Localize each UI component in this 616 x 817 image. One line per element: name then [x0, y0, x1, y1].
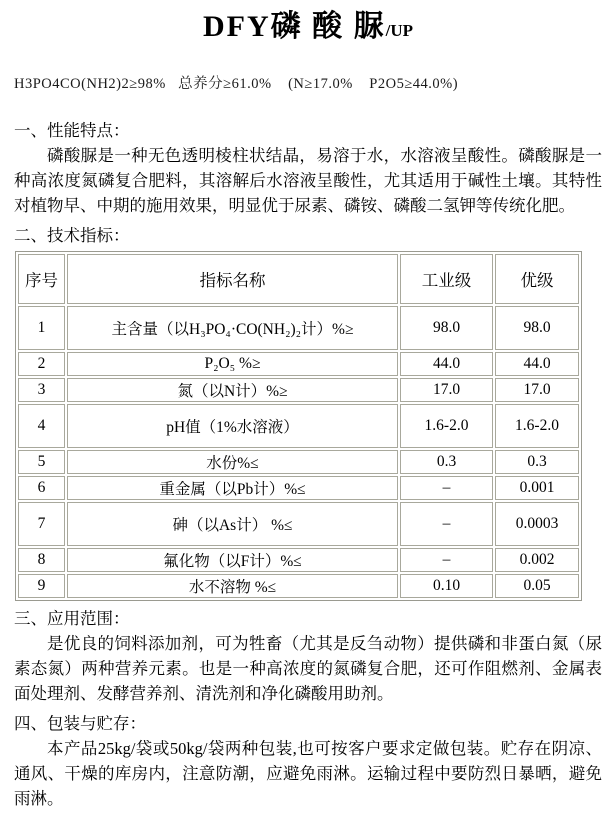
col-header-industrial: 工业级: [400, 254, 493, 304]
cell-premium: 0.001: [495, 476, 579, 500]
formula-line: H3PO4CO(NH2)2≥98% 总养分≥61.0% (N≥17.0% P2O5≥44.0%): [14, 76, 459, 92]
col-header-no: 序号: [18, 254, 65, 304]
title-suffix: /UP: [385, 21, 414, 40]
section-application-body: 是优良的饲料添加剂，可为牲畜（尤其是反刍动物）提供磷和非蛋白氮（尿素态氮）两种营养元素。也是一种高浓度的氮磷复合肥，还可作阻燃剂、金属表面处理剂、发酵营养剂、清洗剂和净化磷酸用助剂。: [14, 634, 602, 703]
page-title: [14, 6, 602, 52]
table-row: [18, 352, 579, 376]
cell-no: 6: [18, 476, 65, 500]
cell-name: 氮（以N计）%≥: [67, 378, 398, 402]
cell-name: 主含量（以H₃PO₄·CO(NH₂)₂计）%≥: [67, 306, 398, 350]
table-row: [18, 548, 579, 572]
cell-name: 氟化物（以F计）%≤: [67, 548, 398, 572]
cell-name: 砷（以As计） %≤: [67, 502, 398, 546]
cell-industrial: –: [400, 476, 493, 500]
table-row: [18, 378, 579, 402]
cell-premium: 17.0: [495, 378, 579, 402]
section-specs-heading: 二、技术指标：: [14, 226, 130, 245]
cell-industrial: 98.0: [400, 306, 493, 350]
cell-no: 4: [18, 404, 65, 448]
section-packaging-body: 本产品25kg/袋或50kg/袋两种包装,也可按客户要求定做包装。贮存在阴凉、通风、干燥的库房内，注意防潮，应避免雨淋。运输过程中要防烈日暴晒，避免雨淋。: [14, 739, 602, 808]
cell-no: 5: [18, 450, 65, 474]
cell-name: pH值（1%水溶液）: [67, 404, 398, 448]
cell-premium: 98.0: [495, 306, 579, 350]
section-application-heading: 三、应用范围：: [14, 609, 130, 628]
cell-name: 水份%≤: [67, 450, 398, 474]
table-row: [18, 404, 579, 448]
cell-industrial: 17.0: [400, 378, 493, 402]
section-performance-body: 磷酸脲是一种无色透明棱柱状结晶，易溶于水，水溶液呈酸性。磷酸脲是一种高浓度氮磷复合肥料，其溶解后水溶液呈酸性，尤其适用于碱性土壤。其特性对植物早、中期的施用效果，明显优于尿素、磷铵、磷酸二氢钾等传统化肥。: [14, 146, 602, 215]
cell-premium: 1.6-2.0: [495, 404, 579, 448]
cell-name: 重金属（以Pb计）%≤: [67, 476, 398, 500]
cell-premium: 44.0: [495, 352, 579, 376]
col-header-premium: 优级: [495, 254, 579, 304]
cell-no: 1: [18, 306, 65, 350]
cell-industrial: –: [400, 502, 493, 546]
title-main: DFY磷 酸 脲: [202, 10, 386, 43]
cell-premium: 0.3: [495, 450, 579, 474]
cell-industrial: –: [400, 548, 493, 572]
cell-industrial: 0.3: [400, 450, 493, 474]
cell-no: 8: [18, 548, 65, 572]
cell-no: 9: [18, 574, 65, 598]
cell-industrial: 44.0: [400, 352, 493, 376]
cell-no: 2: [18, 352, 65, 376]
cell-premium: 0.0003: [495, 502, 579, 546]
table-header-row: [18, 254, 579, 304]
section-performance-heading: 一、性能特点：: [14, 121, 130, 140]
cell-name: P₂O₅ %≥: [67, 352, 398, 376]
cell-premium: 0.002: [495, 548, 579, 572]
cell-no: 3: [18, 378, 65, 402]
table-row: [18, 306, 579, 350]
spec-table: [15, 251, 582, 601]
table-row: [18, 476, 579, 500]
section-packaging-heading: 四、包装与贮存：: [14, 714, 146, 733]
cell-no: 7: [18, 502, 65, 546]
table-row: [18, 450, 579, 474]
cell-industrial: 1.6-2.0: [400, 404, 493, 448]
table-row: [18, 502, 579, 546]
col-header-name: 指标名称: [67, 254, 398, 304]
cell-industrial: 0.10: [400, 574, 493, 598]
table-row: [18, 574, 579, 598]
cell-name: 水不溶物 %≤: [67, 574, 398, 598]
cell-premium: 0.05: [495, 574, 579, 598]
